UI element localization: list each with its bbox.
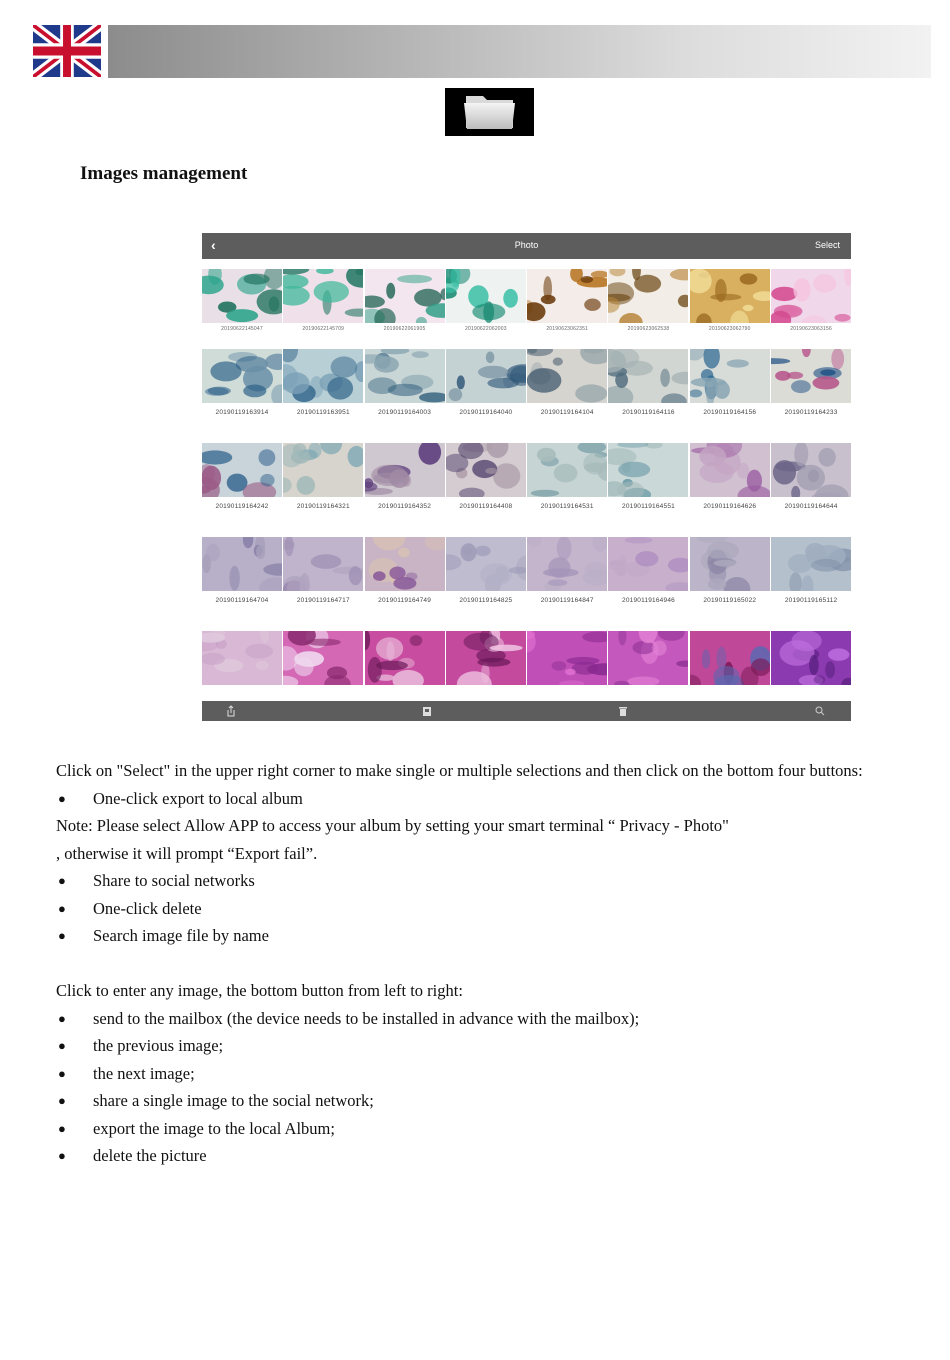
- image-thumbnail[interactable]: [690, 631, 770, 685]
- trash-icon[interactable]: [616, 704, 630, 718]
- intro-paragraph-2: Click to enter any image, the bottom button from left to right:: [56, 981, 463, 1000]
- image-thumbnail[interactable]: [365, 349, 445, 403]
- image-filename: 20190119164408: [459, 503, 513, 510]
- image-filename: 20190623062790: [708, 326, 751, 332]
- image-grid-row: [202, 537, 851, 631]
- image-filename: 20190622145047: [221, 326, 263, 332]
- image-filename: 20190119164242: [215, 503, 269, 510]
- image-thumbnail[interactable]: [283, 537, 363, 591]
- image-thumbnail[interactable]: [527, 269, 607, 323]
- image-thumbnail[interactable]: [527, 443, 607, 497]
- image-thumbnail-cell[interactable]: [608, 349, 688, 443]
- image-grid-row: [202, 349, 851, 443]
- image-filename: 20190119164040: [459, 409, 513, 416]
- bullet-item: ● share a single image to the social network;: [56, 1087, 906, 1115]
- image-thumbnail-cell[interactable]: [365, 349, 445, 443]
- image-filename: 20190119164847: [540, 597, 594, 604]
- image-thumbnail-cell[interactable]: [527, 537, 607, 631]
- image-thumbnail-cell[interactable]: [446, 537, 526, 631]
- image-filename: 20190119164321: [296, 503, 350, 510]
- image-grid-row: [202, 443, 851, 537]
- image-thumbnail-cell[interactable]: [690, 269, 770, 349]
- image-thumbnail[interactable]: [202, 349, 282, 403]
- image-thumbnail-cell[interactable]: [202, 443, 282, 537]
- image-thumbnail[interactable]: [446, 269, 526, 323]
- image-thumbnail[interactable]: [446, 349, 526, 403]
- select-button[interactable]: Select: [814, 240, 840, 250]
- image-filename: 20190119163914: [215, 409, 269, 416]
- image-thumbnail[interactable]: [365, 631, 445, 685]
- image-thumbnail[interactable]: [771, 537, 851, 591]
- header-bar: [108, 25, 931, 78]
- image-filename: 20190119164104: [540, 409, 594, 416]
- image-thumbnail-cell[interactable]: [283, 269, 363, 349]
- image-filename: 20190119164352: [378, 503, 432, 510]
- bullet-item: ● the previous image;: [56, 1032, 906, 1060]
- bullet-item: ● One-click delete: [56, 895, 906, 923]
- image-thumbnail-cell[interactable]: [771, 349, 851, 443]
- image-thumbnail-cell[interactable]: [608, 443, 688, 537]
- image-thumbnail[interactable]: [365, 537, 445, 591]
- image-thumbnail[interactable]: [690, 269, 770, 323]
- image-thumbnail-cell[interactable]: [283, 537, 363, 631]
- image-filename: 20190119164717: [296, 597, 350, 604]
- image-filename: 20190119164531: [540, 503, 594, 510]
- image-thumbnail[interactable]: [608, 269, 688, 323]
- image-thumbnail-cell[interactable]: [690, 349, 770, 443]
- image-thumbnail-cell[interactable]: [690, 443, 770, 537]
- image-grid-row: [202, 269, 851, 349]
- image-filename: 20190119164116: [622, 409, 675, 416]
- share-icon[interactable]: [224, 704, 238, 718]
- image-filename: 20190119164551: [622, 503, 675, 510]
- photo-app-screenshot: [202, 233, 851, 721]
- image-thumbnail[interactable]: [608, 537, 688, 591]
- image-thumbnail[interactable]: [771, 349, 851, 403]
- image-filename: 20190119164626: [703, 503, 757, 510]
- image-thumbnail-cell[interactable]: [771, 269, 851, 349]
- image-thumbnail-cell[interactable]: [202, 349, 282, 443]
- export-icon[interactable]: [420, 704, 434, 718]
- image-thumbnail-cell[interactable]: [202, 537, 282, 631]
- image-thumbnail[interactable]: [283, 443, 363, 497]
- folder-icon: [445, 88, 534, 136]
- image-thumbnail[interactable]: [446, 537, 526, 591]
- bullet-item: ● One-click export to local album: [56, 785, 906, 813]
- image-thumbnail[interactable]: [527, 537, 607, 591]
- image-thumbnail[interactable]: [202, 537, 282, 591]
- image-filename: 20190623063156: [790, 326, 832, 332]
- image-thumbnail-cell[interactable]: [446, 269, 526, 349]
- image-thumbnail-cell[interactable]: [527, 269, 607, 349]
- image-thumbnail[interactable]: [608, 349, 688, 403]
- image-thumbnail-cell[interactable]: [771, 443, 851, 537]
- image-thumbnail[interactable]: [771, 631, 851, 685]
- image-filename: 20190119164704: [215, 597, 269, 604]
- section-title: Images management: [80, 163, 248, 184]
- image-grid: [202, 269, 851, 725]
- image-filename: 20190119164233: [784, 409, 838, 416]
- image-thumbnail[interactable]: [283, 631, 363, 685]
- image-filename: 20190119164825: [459, 597, 513, 604]
- instructions: [56, 757, 906, 1170]
- bullet-item: ● send to the mailbox (the device needs to be installed in advance with the mailbox);: [56, 1005, 906, 1033]
- image-filename: 20190119164003: [378, 409, 432, 416]
- image-thumbnail[interactable]: [202, 443, 282, 497]
- image-thumbnail-cell[interactable]: [608, 269, 688, 349]
- chevron-left-icon[interactable]: ‹: [211, 237, 216, 253]
- image-filename: 20190119165112: [784, 597, 838, 604]
- image-thumbnail[interactable]: [365, 269, 445, 323]
- image-thumbnail-cell[interactable]: [690, 537, 770, 631]
- bullet-item: ● export the image to the local Album;: [56, 1115, 906, 1143]
- image-thumbnail-cell[interactable]: [446, 443, 526, 537]
- app-title: Photo: [514, 240, 539, 250]
- image-thumbnail-cell[interactable]: [771, 537, 851, 631]
- app-bottom-toolbar: [202, 701, 851, 721]
- image-thumbnail[interactable]: [446, 443, 526, 497]
- image-thumbnail[interactable]: [608, 631, 688, 685]
- image-filename: 20190119164644: [784, 503, 838, 510]
- image-filename: 20190622145709: [302, 326, 345, 332]
- image-thumbnail[interactable]: [690, 537, 770, 591]
- search-icon[interactable]: [813, 704, 827, 718]
- image-filename: 20190622061905: [383, 326, 426, 332]
- bullet-item: ● Share to social networks: [56, 867, 906, 895]
- image-thumbnail-cell[interactable]: [365, 269, 445, 349]
- image-thumbnail-cell[interactable]: [202, 269, 282, 349]
- image-filename: 20190119165022: [703, 597, 757, 604]
- image-thumbnail-cell[interactable]: [527, 349, 607, 443]
- image-thumbnail-cell[interactable]: [608, 537, 688, 631]
- image-filename: 20190119163951: [296, 409, 350, 416]
- bullet-item: ● the next image;: [56, 1060, 906, 1088]
- image-thumbnail-cell[interactable]: [365, 537, 445, 631]
- image-thumbnail[interactable]: [202, 269, 282, 323]
- note-line-2: , otherwise it will prompt “Export fail”.: [56, 843, 318, 863]
- image-filename: 20190119164749: [378, 597, 432, 604]
- intro-paragraph: Click on "Select" in the upper right corner to make single or multiple selections and then click on the bottom four buttons:: [56, 761, 863, 780]
- image-filename: 20190119164946: [622, 597, 675, 604]
- bullet-item: ● Search image file by name: [56, 922, 906, 950]
- image-filename: 20190622062003: [465, 326, 507, 332]
- image-filename: 20190623062538: [627, 326, 670, 332]
- image-thumbnail[interactable]: [202, 631, 282, 685]
- image-thumbnail[interactable]: [283, 269, 363, 323]
- bullet-item: ● delete the picture: [56, 1142, 906, 1170]
- image-thumbnail-cell[interactable]: [527, 443, 607, 537]
- image-thumbnail-cell[interactable]: [446, 349, 526, 443]
- image-thumbnail[interactable]: [283, 349, 363, 403]
- image-filename: 20190623062351: [546, 326, 589, 332]
- image-thumbnail[interactable]: [446, 631, 526, 685]
- image-thumbnail-cell[interactable]: [283, 443, 363, 537]
- image-filename: 20190119164156: [703, 409, 757, 416]
- image-thumbnail[interactable]: [771, 443, 851, 497]
- image-thumbnail[interactable]: [690, 349, 770, 403]
- image-thumbnail[interactable]: [608, 443, 688, 497]
- image-thumbnail[interactable]: [690, 443, 770, 497]
- note-line-1: Note: Please select Allow APP to access your album by setting your smart terminal “ Privacy - Photo": [56, 816, 729, 835]
- image-thumbnail[interactable]: [527, 349, 607, 403]
- image-thumbnail-cell[interactable]: [283, 349, 363, 443]
- image-thumbnail[interactable]: [771, 269, 851, 323]
- uk-flag-icon: [33, 25, 101, 77]
- image-thumbnail[interactable]: [365, 443, 445, 497]
- image-thumbnail[interactable]: [527, 631, 607, 685]
- image-thumbnail-cell[interactable]: [365, 443, 445, 537]
- app-top-bar: [202, 233, 851, 259]
